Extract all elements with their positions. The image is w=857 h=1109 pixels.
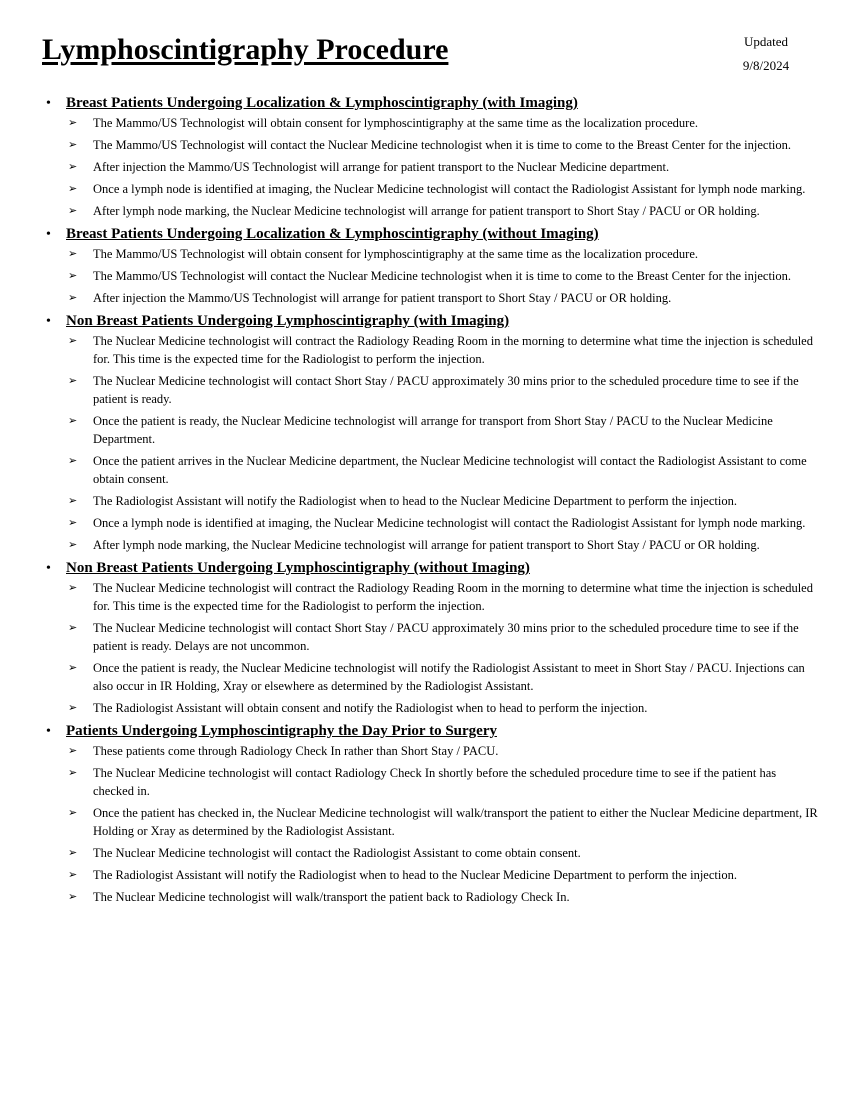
arrow-bullet-icon: ➢ [68, 662, 78, 674]
section-title: Non Breast Patients Undergoing Lymphoscintigraphy (with Imaging) [66, 313, 510, 329]
step-text: The Nuclear Medicine technologist will contact Radiology Check In shortly before the scheduled procedure time to see if the patient has checked in. [93, 766, 777, 798]
list-item [46, 659, 826, 695]
procedure-section [46, 224, 826, 307]
arrow-bullet-icon: ➢ [68, 270, 78, 282]
bullet-icon: • [46, 227, 51, 242]
arrow-bullet-icon: ➢ [68, 847, 78, 859]
arrow-bullet-icon: ➢ [68, 517, 78, 529]
step-text: After lymph node marking, the Nuclear Medicine technologist will arrange for patient transport to Short Stay / PACU or OR holding. [93, 204, 760, 218]
arrow-bullet-icon: ➢ [68, 495, 78, 507]
arrow-bullet-icon: ➢ [68, 745, 78, 757]
arrow-bullet-icon: ➢ [68, 582, 78, 594]
section-steps [46, 245, 826, 307]
section-title: Non Breast Patients Undergoing Lymphoscintigraphy (without Imaging) [66, 560, 530, 576]
list-item [46, 844, 826, 862]
section-heading [46, 311, 826, 332]
step-text: These patients come through Radiology Check In rather than Short Stay / PACU. [93, 744, 499, 758]
step-text: The Nuclear Medicine technologist will contract the Radiology Reading Room in the morning to determine what time the injection is scheduled for. This time is the expected time for the Radiologist to perform the injection. [93, 334, 813, 366]
step-text: The Radiologist Assistant will obtain consent and notify the Radiologist when to head to perform the injection. [93, 701, 648, 715]
step-text: Once the patient has checked in, the Nuclear Medicine technologist will walk/transport the patient to either the Nuclear Medicine department, IR Holding or Xray as determined by the Radiologist Assistant. [93, 806, 818, 838]
step-text: Once a lymph node is identified at imaging, the Nuclear Medicine technologist will contact the Radiologist Assistant for lymph node marking. [93, 182, 806, 196]
updated-block [730, 30, 802, 78]
section-title: Breast Patients Undergoing Localization & Lymphoscintigraphy (with Imaging) [66, 95, 578, 111]
procedure-section [46, 558, 826, 717]
list-item [46, 180, 826, 198]
step-text: The Nuclear Medicine technologist will walk/transport the patient back to Radiology Check In. [93, 890, 570, 904]
list-item [46, 372, 826, 408]
list-item [46, 452, 826, 488]
list-item [46, 114, 826, 132]
step-text: The Mammo/US Technologist will obtain consent for lymphoscintigraphy at the same time as the localization procedure. [93, 116, 698, 130]
step-text: The Mammo/US Technologist will contact the Nuclear Medicine technologist when it is time to come to the Breast Center for the injection. [93, 138, 792, 152]
section-steps [46, 742, 826, 906]
step-text: Once the patient is ready, the Nuclear Medicine technologist will arrange for transport from Short Stay / PACU to the Nuclear Medicine Department. [93, 414, 773, 446]
list-item [46, 136, 826, 154]
arrow-bullet-icon: ➢ [68, 767, 78, 779]
section-heading [46, 93, 826, 114]
arrow-bullet-icon: ➢ [68, 117, 78, 129]
section-heading [46, 224, 826, 245]
arrow-bullet-icon: ➢ [68, 415, 78, 427]
list-item [46, 332, 826, 368]
arrow-bullet-icon: ➢ [68, 375, 78, 387]
updated-label: Updated [743, 34, 789, 49]
arrow-bullet-icon: ➢ [68, 869, 78, 881]
bullet-icon: • [46, 561, 51, 576]
step-text: Once the patient is ready, the Nuclear Medicine technologist will notify the Radiologist Assistant to meet in Short Stay / PACU. Injections can also occur in IR Holding, Xray or elsewhere as determined by the Radiologist Assistant. [93, 661, 805, 693]
step-text: After injection the Mammo/US Technologist will arrange for patient transport to the Nuclear Medicine department. [93, 160, 670, 174]
list-item [46, 289, 826, 307]
section-heading [46, 721, 826, 742]
list-item [46, 866, 826, 884]
list-item [46, 619, 826, 655]
arrow-bullet-icon: ➢ [68, 248, 78, 260]
step-text: The Nuclear Medicine technologist will contract the Radiology Reading Room in the morning to determine what time the injection is scheduled for. This time is the expected time for the Radiologist to perform the injection. [93, 581, 813, 613]
step-text: The Radiologist Assistant will notify the Radiologist when to head to the Nuclear Medicine Department to perform the injection. [93, 494, 737, 508]
step-text: The Nuclear Medicine technologist will contact the Radiologist Assistant to come obtain consent. [93, 846, 581, 860]
list-item [46, 492, 826, 510]
list-item [46, 888, 826, 906]
step-text: The Nuclear Medicine technologist will contact Short Stay / PACU approximately 30 mins prior to the scheduled procedure time to see if the patient is ready. Delays are not uncommon. [93, 621, 799, 653]
list-item [46, 742, 826, 760]
step-text: After injection the Mammo/US Technologist will arrange for patient transport to Short Stay / PACU or OR holding. [93, 291, 672, 305]
list-item [46, 245, 826, 263]
step-text: Once a lymph node is identified at imaging, the Nuclear Medicine technologist will contact the Radiologist Assistant for lymph node marking. [93, 516, 806, 530]
section-steps [46, 332, 826, 554]
list-item [46, 804, 826, 840]
arrow-bullet-icon: ➢ [68, 807, 78, 819]
list-item [46, 202, 826, 220]
procedure-section [46, 721, 826, 906]
step-text: Once the patient arrives in the Nuclear Medicine department, the Nuclear Medicine technologist will contact the Radiologist Assistant to come obtain consent. [93, 454, 807, 486]
updated-date: 9/8/2024 [742, 58, 790, 73]
page-title: Lymphoscintigraphy Procedure [42, 33, 449, 66]
arrow-bullet-icon: ➢ [68, 161, 78, 173]
section-heading [46, 558, 826, 579]
arrow-bullet-icon: ➢ [68, 702, 78, 714]
section-steps [46, 114, 826, 220]
arrow-bullet-icon: ➢ [68, 292, 78, 304]
arrow-bullet-icon: ➢ [68, 335, 78, 347]
section-steps [46, 579, 826, 717]
bullet-icon: • [46, 724, 51, 739]
step-text: After lymph node marking, the Nuclear Medicine technologist will arrange for patient transport to Short Stay / PACU or OR holding. [93, 538, 760, 552]
procedure-section [46, 311, 826, 554]
list-item [46, 699, 826, 717]
step-text: The Nuclear Medicine technologist will contact Short Stay / PACU approximately 30 mins prior to the scheduled procedure time to see if the patient is ready. [93, 374, 799, 406]
arrow-bullet-icon: ➢ [68, 891, 78, 903]
bullet-icon: • [46, 96, 51, 111]
step-text: The Mammo/US Technologist will contact the Nuclear Medicine technologist when it is time to come to the Breast Center for the injection. [93, 269, 792, 283]
list-item [46, 514, 826, 532]
section-title: Breast Patients Undergoing Localization & Lymphoscintigraphy (without Imaging) [66, 226, 599, 242]
step-text: The Radiologist Assistant will notify the Radiologist when to head to the Nuclear Medicine Department to perform the injection. [93, 868, 737, 882]
arrow-bullet-icon: ➢ [68, 139, 78, 151]
arrow-bullet-icon: ➢ [68, 455, 78, 467]
list-item [46, 536, 826, 554]
arrow-bullet-icon: ➢ [68, 539, 78, 551]
list-item [46, 267, 826, 285]
list-item [46, 158, 826, 176]
arrow-bullet-icon: ➢ [68, 205, 78, 217]
arrow-bullet-icon: ➢ [68, 622, 78, 634]
procedure-sections [46, 93, 826, 910]
list-item [46, 579, 826, 615]
procedure-section [46, 93, 826, 220]
list-item [46, 764, 826, 800]
list-item [46, 412, 826, 448]
step-text: The Mammo/US Technologist will obtain consent for lymphoscintigraphy at the same time as the localization procedure. [93, 247, 698, 261]
bullet-icon: • [46, 314, 51, 329]
arrow-bullet-icon: ➢ [68, 183, 78, 195]
section-title: Patients Undergoing Lymphoscintigraphy the Day Prior to Surgery [66, 723, 497, 739]
